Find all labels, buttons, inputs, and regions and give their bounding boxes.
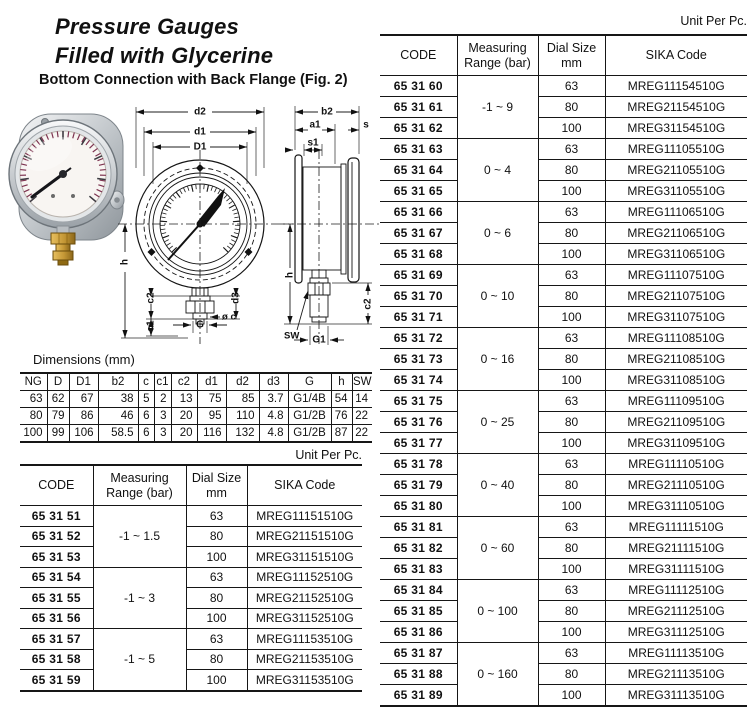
dims-cell: 75 bbox=[197, 391, 226, 408]
table-row bbox=[380, 349, 747, 370]
table-row bbox=[380, 559, 747, 580]
table-row bbox=[20, 629, 362, 650]
unit-per-pc-label: Unit Per Pc. bbox=[380, 14, 747, 28]
measuring-range-cell: 0 ~ 160 bbox=[457, 643, 538, 707]
sika-code-cell: MREG31109510G bbox=[605, 433, 747, 454]
bolt-marker bbox=[148, 248, 156, 256]
header-line: Dial Size bbox=[187, 471, 247, 486]
table-row bbox=[380, 97, 747, 118]
code-cell: 65 31 58 bbox=[20, 649, 93, 670]
code-cell: 65 31 67 bbox=[380, 223, 457, 244]
dial-size-header bbox=[538, 35, 605, 76]
dims-header-cell: c2 bbox=[171, 373, 197, 391]
code-cell: 65 31 54 bbox=[20, 567, 93, 588]
code-cell: 65 31 62 bbox=[380, 118, 457, 139]
header-row bbox=[380, 35, 747, 76]
dims-header-cell: d3 bbox=[259, 373, 288, 391]
dims-cell: 3.7 bbox=[259, 391, 288, 408]
dim-label-D1: D1 bbox=[194, 142, 207, 153]
dims-cell: 5 bbox=[138, 391, 154, 408]
dim-label-c2: c2 bbox=[146, 292, 157, 304]
brass-thread bbox=[53, 251, 73, 260]
dial-size-cell: 63 bbox=[538, 202, 605, 223]
code-cell: 65 31 55 bbox=[20, 588, 93, 609]
sika-code-cell: MREG21153510G bbox=[247, 649, 362, 670]
sika-code-cell: MREG11109510G bbox=[605, 391, 747, 412]
sika-code-cell: MREG21113510G bbox=[605, 664, 747, 685]
sika-code-cell: MREG21151510G bbox=[247, 526, 362, 547]
dial-screw bbox=[51, 194, 55, 198]
table-row bbox=[20, 649, 362, 670]
table-row bbox=[20, 506, 362, 527]
dims-cell: 85 bbox=[226, 391, 259, 408]
code-cell: 65 31 87 bbox=[380, 643, 457, 664]
code-cell: 65 31 78 bbox=[380, 454, 457, 475]
table-row bbox=[20, 526, 362, 547]
code-cell: 65 31 66 bbox=[380, 202, 457, 223]
header-line: Measuring bbox=[458, 41, 538, 56]
dims-cell: 13 bbox=[171, 391, 197, 408]
dims-cell: 67 bbox=[69, 391, 98, 408]
dims-cell: 38 bbox=[98, 391, 138, 408]
dial-size-cell: 100 bbox=[186, 608, 247, 629]
dial-size-cell: 80 bbox=[538, 223, 605, 244]
sika-code-cell: MREG11153510G bbox=[247, 629, 362, 650]
dims-cell: G1/2B bbox=[288, 408, 331, 425]
dims-cell: 62 bbox=[47, 391, 69, 408]
measuring-range-cell: 0 ~ 40 bbox=[457, 454, 538, 517]
dial-size-cell: 100 bbox=[538, 496, 605, 517]
code-cell: 65 31 72 bbox=[380, 328, 457, 349]
sika-code-cell: MREG11111510G bbox=[605, 517, 747, 538]
dims-cell: 95 bbox=[197, 408, 226, 425]
sika-code-cell: MREG31152510G bbox=[247, 608, 362, 629]
dims-header-cell: c bbox=[138, 373, 154, 391]
dim-label-b2: b2 bbox=[321, 107, 333, 118]
dial-size-cell: 63 bbox=[538, 76, 605, 97]
dim-label-h: h bbox=[285, 272, 296, 278]
header-line: Range (bar) bbox=[458, 56, 538, 71]
code-cell: 65 31 59 bbox=[20, 670, 93, 691]
dimensions-header-row bbox=[20, 373, 372, 391]
right-code-table bbox=[380, 34, 747, 707]
measuring-range-cell: 0 ~ 60 bbox=[457, 517, 538, 580]
table-row bbox=[380, 391, 747, 412]
code-cell: 65 31 61 bbox=[380, 97, 457, 118]
sika-code-cell: MREG21106510G bbox=[605, 223, 747, 244]
table-row bbox=[20, 588, 362, 609]
dial-size-cell: 63 bbox=[538, 643, 605, 664]
sika-code-header: SIKA Code bbox=[605, 35, 747, 76]
code-cell: 65 31 80 bbox=[380, 496, 457, 517]
dims-cell: G1/4B bbox=[288, 391, 331, 408]
table-row bbox=[380, 328, 747, 349]
measuring-range-cell: 0 ~ 25 bbox=[457, 391, 538, 454]
dims-cell: 79 bbox=[47, 408, 69, 425]
dims-cell: 106 bbox=[69, 425, 98, 443]
sika-code-cell: MREG31112510G bbox=[605, 622, 747, 643]
dial-size-cell: 100 bbox=[538, 244, 605, 265]
code-cell: 65 31 76 bbox=[380, 412, 457, 433]
title-line-1: Pressure Gauges bbox=[55, 12, 273, 41]
table-row bbox=[380, 643, 747, 664]
header-row bbox=[20, 465, 362, 506]
sika-code-cell: MREG31153510G bbox=[247, 670, 362, 691]
dims-header-cell: D1 bbox=[69, 373, 98, 391]
dial-size-cell: 63 bbox=[186, 629, 247, 650]
sika-code-cell: MREG21107510G bbox=[605, 286, 747, 307]
dial-size-cell: 63 bbox=[538, 265, 605, 286]
code-cell: 65 31 68 bbox=[380, 244, 457, 265]
sika-code-cell: MREG21109510G bbox=[605, 412, 747, 433]
sika-code-cell: MREG11113510G bbox=[605, 643, 747, 664]
sika-code-cell: MREG31113510G bbox=[605, 685, 747, 707]
dims-cell: 20 bbox=[171, 425, 197, 443]
code-cell: 65 31 84 bbox=[380, 580, 457, 601]
code-header: CODE bbox=[380, 35, 457, 76]
dim-label-s: s bbox=[363, 120, 369, 131]
dim-label-d3: d3 bbox=[231, 292, 242, 304]
dims-cell: 87 bbox=[331, 425, 352, 443]
dial-size-cell: 63 bbox=[186, 567, 247, 588]
dial-size-cell: 80 bbox=[538, 286, 605, 307]
dims-row bbox=[20, 391, 372, 408]
extension-lines bbox=[121, 107, 264, 338]
code-cell: 65 31 60 bbox=[380, 76, 457, 97]
dial-size-cell: 63 bbox=[186, 506, 247, 527]
dims-header-cell: d1 bbox=[197, 373, 226, 391]
dim-label-s1: s1 bbox=[307, 138, 319, 149]
table-row bbox=[380, 538, 747, 559]
sika-code-cell: MREG11106510G bbox=[605, 202, 747, 223]
dims-cell: 100 bbox=[20, 425, 47, 443]
dims-header-cell: NG bbox=[20, 373, 47, 391]
dims-cell: G1/2B bbox=[288, 425, 331, 443]
dims-cell: 63 bbox=[20, 391, 47, 408]
sika-code-cell: MREG31154510G bbox=[605, 118, 747, 139]
table-row bbox=[380, 580, 747, 601]
dial-size-cell: 80 bbox=[186, 649, 247, 670]
table-row bbox=[380, 412, 747, 433]
table-row bbox=[380, 454, 747, 475]
dims-cell: 22 bbox=[352, 408, 372, 425]
dial-size-cell: 63 bbox=[538, 517, 605, 538]
table-row bbox=[20, 608, 362, 629]
title-line-2: Filled with Glycerine bbox=[55, 41, 273, 70]
code-cell: 65 31 83 bbox=[380, 559, 457, 580]
code-cell: 65 31 69 bbox=[380, 265, 457, 286]
dimensions-table bbox=[20, 372, 372, 443]
measuring-range-cell: 0 ~ 16 bbox=[457, 328, 538, 391]
header-line: mm bbox=[539, 56, 605, 71]
sika-code-cell: MREG31151510G bbox=[247, 547, 362, 568]
dims-cell: 6 bbox=[138, 425, 154, 443]
brass-hex-nut bbox=[51, 233, 75, 244]
table-row bbox=[20, 670, 362, 691]
code-cell: 65 31 85 bbox=[380, 601, 457, 622]
code-cell: 65 31 64 bbox=[380, 160, 457, 181]
code-header: CODE bbox=[20, 465, 93, 506]
dims-cell: 110 bbox=[226, 408, 259, 425]
dim-label-c2: c2 bbox=[363, 298, 374, 310]
dims-cell: 116 bbox=[197, 425, 226, 443]
gauge-photo bbox=[5, 112, 125, 267]
code-cell: 65 31 56 bbox=[20, 608, 93, 629]
code-cell: 65 31 65 bbox=[380, 181, 457, 202]
bolt-marker bbox=[245, 248, 253, 256]
needle bbox=[198, 188, 225, 227]
dial-size-cell: 100 bbox=[538, 370, 605, 391]
sika-code-cell: MREG31107510G bbox=[605, 307, 747, 328]
dims-header-cell: b2 bbox=[98, 373, 138, 391]
table-row bbox=[380, 517, 747, 538]
sika-code-cell: MREG21110510G bbox=[605, 475, 747, 496]
table-row bbox=[380, 265, 747, 286]
dim-label-SW: SW bbox=[284, 331, 299, 342]
sika-code-cell: MREG31105510G bbox=[605, 181, 747, 202]
sika-code-cell: MREG11151510G bbox=[247, 506, 362, 527]
table-row bbox=[380, 622, 747, 643]
table-row bbox=[380, 370, 747, 391]
table-row bbox=[380, 496, 747, 517]
dial-size-header bbox=[186, 465, 247, 506]
code-cell: 65 31 57 bbox=[20, 629, 93, 650]
dial-size-cell: 63 bbox=[538, 139, 605, 160]
table-row bbox=[380, 76, 747, 97]
measuring-range-cell: 0 ~ 10 bbox=[457, 265, 538, 328]
code-cell: 65 31 70 bbox=[380, 286, 457, 307]
sika-code-cell: MREG11105510G bbox=[605, 139, 747, 160]
dial-size-cell: 100 bbox=[186, 547, 247, 568]
code-cell: 65 31 89 bbox=[380, 685, 457, 707]
dims-cell: 22 bbox=[352, 425, 372, 443]
dim-label-G1: G1 bbox=[312, 335, 326, 346]
sika-code-cell: MREG31110510G bbox=[605, 496, 747, 517]
sika-code-cell: MREG11107510G bbox=[605, 265, 747, 286]
dial-size-cell: 100 bbox=[186, 670, 247, 691]
dims-cell: 20 bbox=[171, 408, 197, 425]
dims-cell: 132 bbox=[226, 425, 259, 443]
dims-cell: 99 bbox=[47, 425, 69, 443]
unit-per-pc-label: Unit Per Pc. bbox=[20, 448, 362, 462]
dims-cell: 76 bbox=[331, 408, 352, 425]
code-cell: 65 31 74 bbox=[380, 370, 457, 391]
dimensions-caption: Dimensions (mm) bbox=[33, 352, 135, 367]
dim-label-dia-c: ø c bbox=[222, 312, 236, 323]
code-cell: 65 31 73 bbox=[380, 349, 457, 370]
dial-size-cell: 63 bbox=[538, 391, 605, 412]
dims-row bbox=[20, 425, 372, 443]
code-cell: 65 31 51 bbox=[20, 506, 93, 527]
measuring-range-header bbox=[457, 35, 538, 76]
dim-label-a1: a1 bbox=[309, 120, 321, 131]
sika-code-cell: MREG11110510G bbox=[605, 454, 747, 475]
code-cell: 65 31 77 bbox=[380, 433, 457, 454]
dims-row bbox=[20, 408, 372, 425]
dial-size-cell: 80 bbox=[538, 664, 605, 685]
page-title bbox=[55, 12, 273, 70]
dims-header-cell: d2 bbox=[226, 373, 259, 391]
dial-size-cell: 63 bbox=[538, 454, 605, 475]
measuring-range-cell: 0 ~ 100 bbox=[457, 580, 538, 643]
brass-collar bbox=[56, 244, 70, 251]
header-line: Range (bar) bbox=[94, 486, 186, 501]
code-cell: 65 31 81 bbox=[380, 517, 457, 538]
dims-header-cell: D bbox=[47, 373, 69, 391]
code-cell: 65 31 52 bbox=[20, 526, 93, 547]
dial-size-cell: 100 bbox=[538, 118, 605, 139]
code-cell: 65 31 88 bbox=[380, 664, 457, 685]
sika-code-cell: MREG21154510G bbox=[605, 97, 747, 118]
dims-cell: 46 bbox=[98, 408, 138, 425]
sika-code-cell: MREG11112510G bbox=[605, 580, 747, 601]
dim-label-G: G bbox=[196, 320, 204, 331]
code-cell: 65 31 75 bbox=[380, 391, 457, 412]
sika-code-cell: MREG11108510G bbox=[605, 328, 747, 349]
dial-size-cell: 100 bbox=[538, 181, 605, 202]
measuring-range-cell: -1 ~ 9 bbox=[457, 76, 538, 139]
dial-size-cell: 80 bbox=[538, 538, 605, 559]
table-row bbox=[20, 547, 362, 568]
measuring-range-header bbox=[93, 465, 186, 506]
sika-code-cell: MREG21152510G bbox=[247, 588, 362, 609]
dial-size-cell: 100 bbox=[538, 622, 605, 643]
side-view-drawing bbox=[280, 92, 380, 354]
table-row bbox=[380, 685, 747, 707]
table-row bbox=[380, 139, 747, 160]
dial-size-cell: 80 bbox=[538, 475, 605, 496]
dims-header-cell: c1 bbox=[154, 373, 171, 391]
dial-size-cell: 100 bbox=[538, 559, 605, 580]
header-line: Dial Size bbox=[539, 41, 605, 56]
dial-size-cell: 80 bbox=[186, 588, 247, 609]
dimension-lines bbox=[286, 112, 368, 340]
measuring-range-cell: -1 ~ 5 bbox=[93, 629, 186, 691]
dial-size-cell: 80 bbox=[186, 526, 247, 547]
sika-code-cell: MREG11152510G bbox=[247, 567, 362, 588]
sika-code-cell: MREG21108510G bbox=[605, 349, 747, 370]
dial-size-cell: 80 bbox=[538, 97, 605, 118]
dim-label-d2: d2 bbox=[194, 107, 206, 118]
dim-label-d1: d1 bbox=[194, 127, 206, 138]
dial-size-cell: 63 bbox=[538, 580, 605, 601]
sika-code-cell: MREG11154510G bbox=[605, 76, 747, 97]
code-cell: 65 31 53 bbox=[20, 547, 93, 568]
sika-code-cell: MREG21105510G bbox=[605, 160, 747, 181]
code-cell: 65 31 86 bbox=[380, 622, 457, 643]
dim-label-c1: c1 bbox=[146, 320, 157, 332]
sika-code-cell: MREG31111510G bbox=[605, 559, 747, 580]
dims-cell: 14 bbox=[352, 391, 372, 408]
dial-size-cell: 80 bbox=[538, 349, 605, 370]
sika-code-cell: MREG31108510G bbox=[605, 370, 747, 391]
dial-size-cell: 63 bbox=[538, 328, 605, 349]
dims-cell: 6 bbox=[138, 408, 154, 425]
table-row bbox=[380, 286, 747, 307]
table-row bbox=[380, 664, 747, 685]
dims-cell: 3 bbox=[154, 425, 171, 443]
sika-code-cell: MREG21112510G bbox=[605, 601, 747, 622]
table-row bbox=[380, 601, 747, 622]
table-row bbox=[380, 202, 747, 223]
page-subtitle: Bottom Connection with Back Flange (Fig. 2) bbox=[39, 72, 348, 88]
gauge-side-outline bbox=[295, 155, 359, 283]
code-cell: 65 31 79 bbox=[380, 475, 457, 496]
dial-size-cell: 80 bbox=[538, 412, 605, 433]
code-cell: 65 31 63 bbox=[380, 139, 457, 160]
dims-cell: 54 bbox=[331, 391, 352, 408]
sika-code-header: SIKA Code bbox=[247, 465, 362, 506]
sika-code-cell: MREG31106510G bbox=[605, 244, 747, 265]
dims-cell: 3 bbox=[154, 408, 171, 425]
measuring-range-cell: 0 ~ 6 bbox=[457, 202, 538, 265]
dial-screw bbox=[71, 194, 75, 198]
dims-header-cell: G bbox=[288, 373, 331, 391]
measuring-range-cell: -1 ~ 1.5 bbox=[93, 506, 186, 568]
table-row bbox=[380, 244, 747, 265]
dims-cell: 58.5 bbox=[98, 425, 138, 443]
table-row bbox=[380, 181, 747, 202]
table-row bbox=[20, 567, 362, 588]
dial-size-cell: 80 bbox=[538, 601, 605, 622]
header-line: mm bbox=[187, 486, 247, 501]
dims-header-cell: h bbox=[331, 373, 352, 391]
measuring-range-cell: -1 ~ 3 bbox=[93, 567, 186, 629]
sika-code-cell: MREG21111510G bbox=[605, 538, 747, 559]
dims-cell: 4.8 bbox=[259, 408, 288, 425]
table-row bbox=[380, 223, 747, 244]
needle-tail bbox=[168, 224, 200, 260]
code-cell: 65 31 82 bbox=[380, 538, 457, 559]
dim-label-h: h bbox=[120, 259, 131, 265]
measuring-range-cell: 0 ~ 4 bbox=[457, 139, 538, 202]
table-row bbox=[380, 118, 747, 139]
dial-size-cell: 100 bbox=[538, 307, 605, 328]
table-row bbox=[380, 307, 747, 328]
table-row bbox=[380, 160, 747, 181]
dial-size-cell: 80 bbox=[538, 160, 605, 181]
dims-cell: 86 bbox=[69, 408, 98, 425]
left-code-table bbox=[20, 464, 362, 692]
brass-tip bbox=[58, 260, 68, 265]
dims-cell: 4.8 bbox=[259, 425, 288, 443]
dims-cell: 80 bbox=[20, 408, 47, 425]
front-view-drawing bbox=[118, 92, 293, 354]
header-line: Measuring bbox=[94, 471, 186, 486]
code-cell: 65 31 71 bbox=[380, 307, 457, 328]
table-row bbox=[380, 433, 747, 454]
dial-size-cell: 100 bbox=[538, 433, 605, 454]
dims-header-cell: SW bbox=[352, 373, 372, 391]
dims-cell: 2 bbox=[154, 391, 171, 408]
table-row bbox=[380, 475, 747, 496]
dial-size-cell: 100 bbox=[538, 685, 605, 707]
needle-hub bbox=[59, 170, 67, 178]
